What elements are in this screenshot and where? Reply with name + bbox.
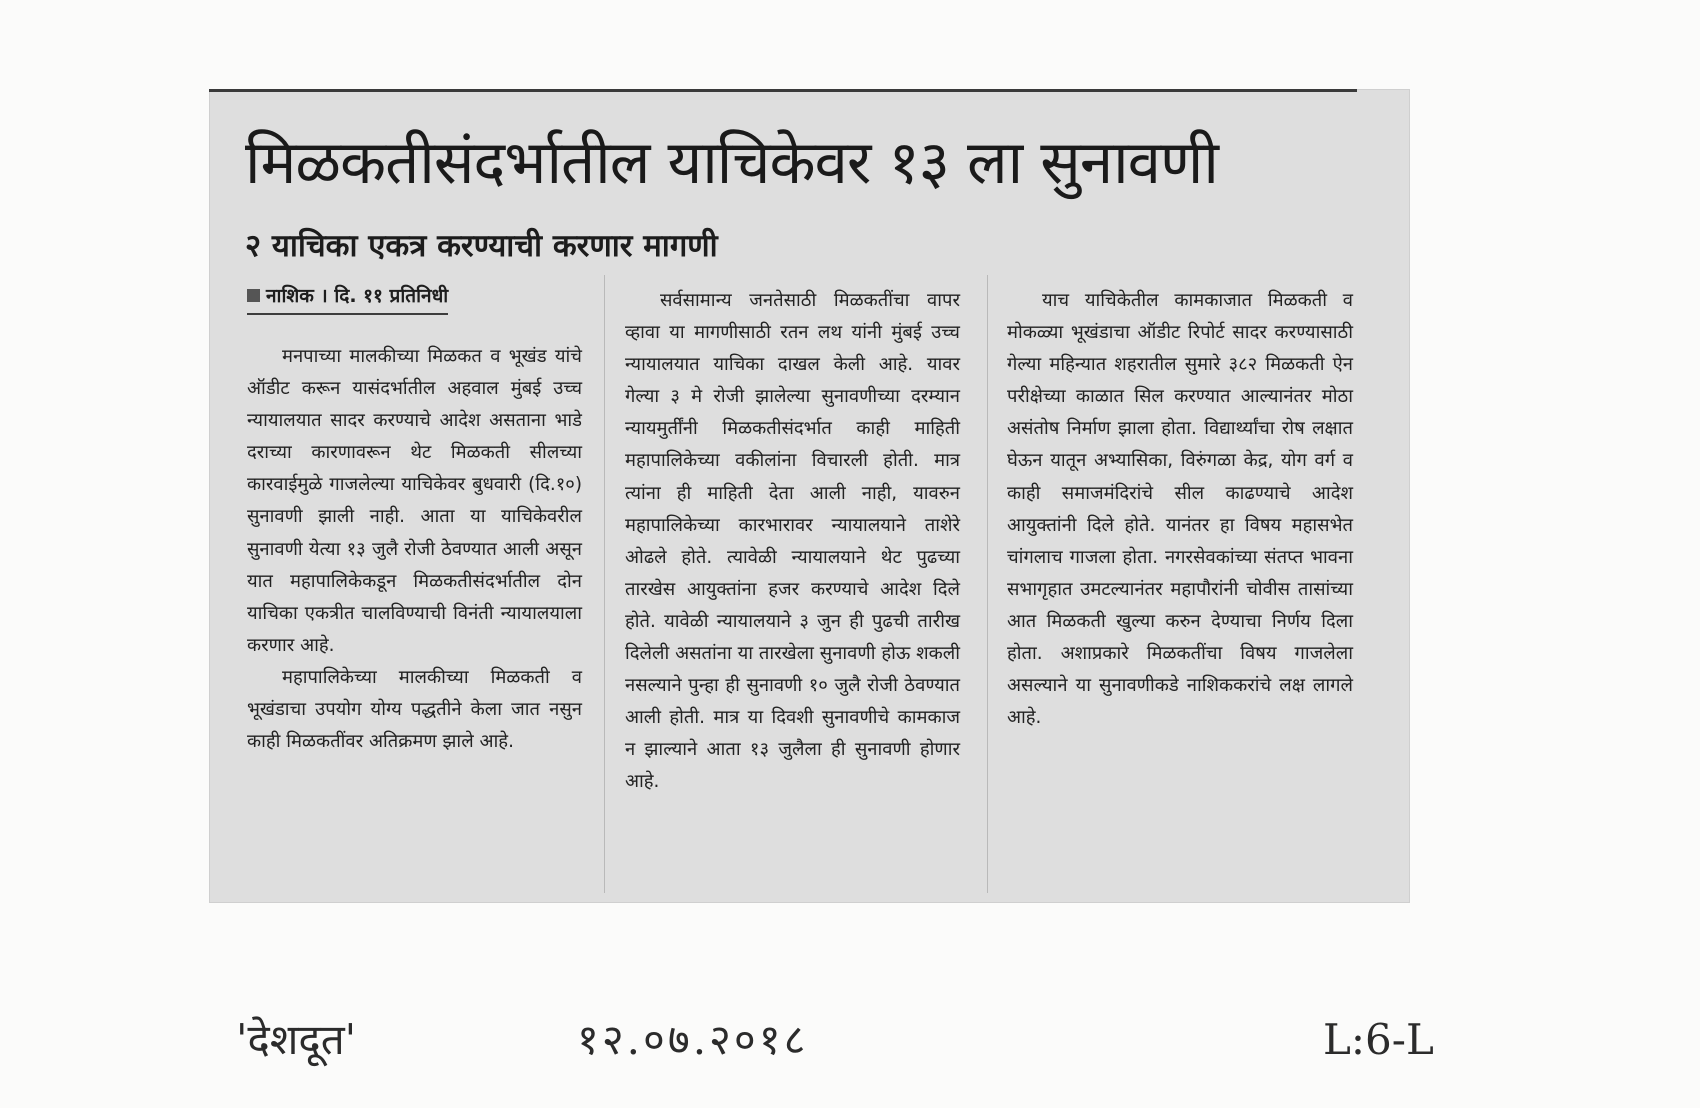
article-column-3: [1007, 285, 1353, 734]
dateline: [247, 283, 448, 315]
top-rule: [209, 89, 1357, 92]
column-divider: [987, 275, 988, 893]
subheadline: २ याचिका एकत्र करण्याची करणार मागणी: [245, 228, 718, 264]
paragraph: मनपाच्या मालकीच्या मिळकत व भूखंड यांचे ऑडीट करून यासंदर्भातील अहवाल मुंबई उच्च न्यायालयात सादर करण्याचे आदेश असताना भाडे दराच्या कारणावरून थेट मिळकती सीलच्या कारवाईमुळे गाजलेल्या याचिकेवर बुधवारी (दि.१०) सुनावणी झाली नाही. आता या याचिकेवरील सुनावणी येत्या १३ जुलै रोजी ठेवण्यात आली असून यात महापालिकेकडून मिळकतीसंदर्भातील दोन याचिका एकत्रीत चालविण्याची विनंती न्यायालयाला करणार आहे.: [247, 346, 582, 656]
handwritten-date: १२.०७.२०१८: [577, 1015, 809, 1064]
headline: मिळकतीसंदर्भातील याचिकेवर १३ ला सुनावणी: [245, 128, 1218, 198]
bullet-square-icon: [247, 289, 260, 302]
article-column-1: [247, 341, 582, 758]
dateline-text: नाशिक । दि. ११ प्रतिनिधी: [266, 285, 449, 307]
handwritten-code: L:6-L: [1323, 1015, 1434, 1064]
column-divider: [604, 275, 605, 893]
newspaper-clipping: [209, 89, 1410, 903]
paragraph: महापालिकेच्या मालकीच्या मिळकती व भूखंडाचा उपयोग योग्य पद्धतीने केला जात नसुन काही मिळकतींवर अतिक्रमण झाले आहे.: [247, 666, 582, 753]
paragraph: सर्वसामान्य जनतेसाठी मिळकतींचा वापर व्हावा या मागणीसाठी रतन लथ यांनी मुंबई उच्च न्यायालयात याचिका दाखल केली आहे. यावर गेल्या ३ मे रोजी झालेल्या सुनावणीच्या दरम्यान न्यायमुर्तींनी मिळकतीसंदर्भात काही माहिती महापालिकेच्या वकीलांना विचारली होती. मात्र त्यांना ही माहिती देता आली नाही, यावरुन महापालिकेच्या कारभारावर न्यायालयाने ताशेरे ओढले होते. त्यावेळी न्यायालयाने थेट पुढच्या तारखेस आयुक्तांना हजर करण्याचे आदेश दिले होते. यावेळी न्यायालयाने ३ जुन ही पुढची तारीख दिलेली असतांना या तारखेला सुनावणी होऊ शकली नसल्याने पुन्हा ही सुनावणी १० जुलै रोजी ठेवण्यात आली होती. मात्र या दिवशी सुनावणीचे कामकाज न झाल्याने आता १३ जुलैला ही सुनावणी होणार आहे.: [625, 290, 960, 793]
article-column-2: [625, 285, 960, 799]
paragraph: याच याचिकेतील कामकाजात मिळकती व मोकळ्या भूखंडाचा ऑडीट रिपोर्ट सादर करण्यासाठी गेल्या महिन्यात शहरातील सुमारे ३८२ मिळकती ऐन परीक्षेच्या काळात सिल करण्यात आल्यानंतर मोठा असंतोष निर्माण झाला होता. विद्यार्थ्यांचा रोष लक्षात घेऊन यातून अभ्यासिका, विरुंगळा केद्र, योग वर्ग व काही समाजमंदिरांचे सील काढण्याचे आदेश आयुक्तांनी दिले होते. यानंतर हा विषय महासभेत चांगलाच गाजला होता. नगरसेवकांच्या संतप्त भावना सभागृहात उमटल्यानंतर महापौरांनी चोवीस तासांच्या आत मिळकती खुल्या करुन देण्याचा निर्णय दिला होता. अशाप्रकारे मिळकतींचा विषय गाजलेला असल्याने या सुनावणीकडे नाशिककरांचे लक्ष लागले आहे.: [1007, 290, 1353, 729]
handwritten-newspaper-name: 'देशदूत': [236, 1015, 357, 1064]
